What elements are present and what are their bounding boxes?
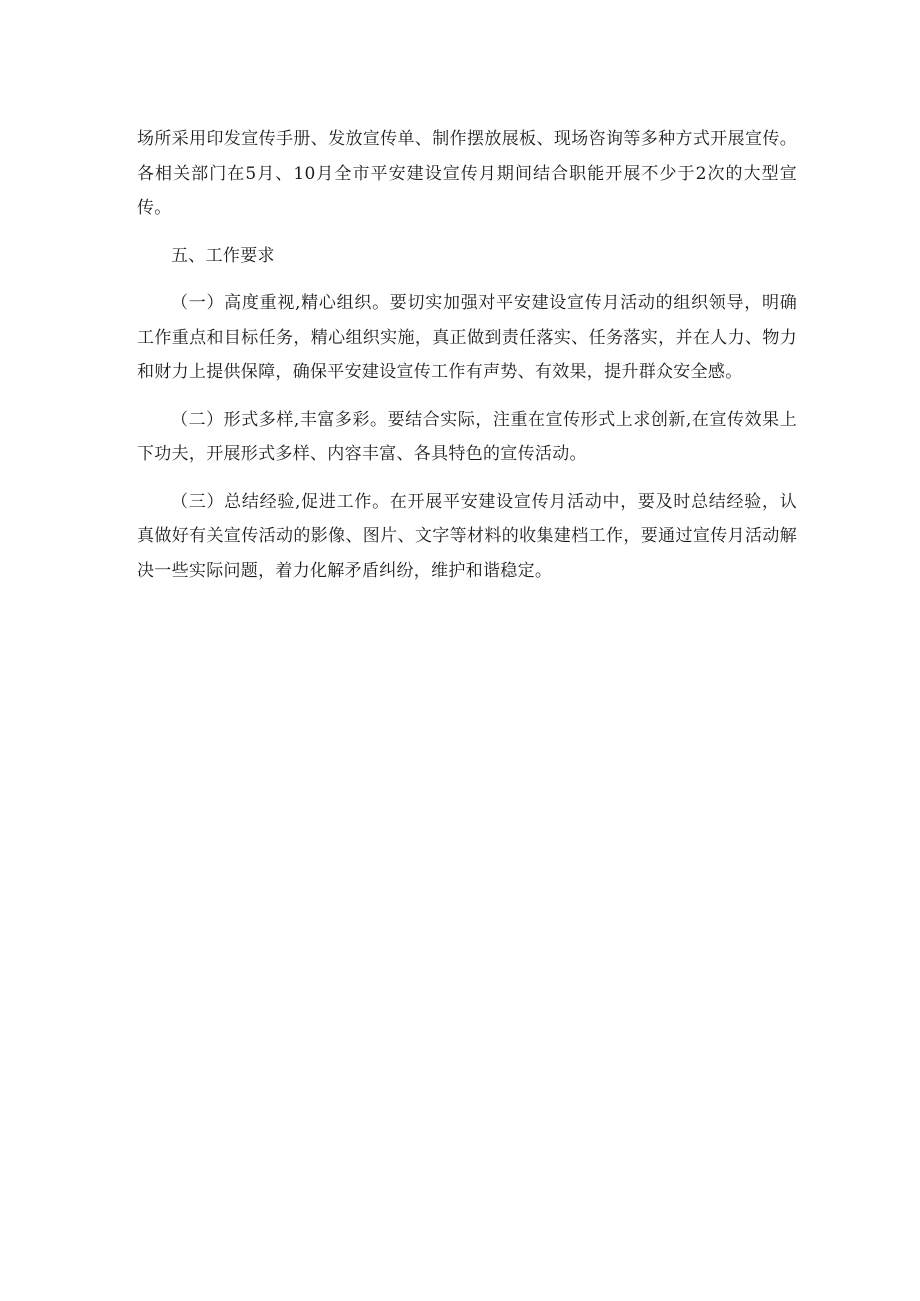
- document-body: [137, 122, 797, 601]
- section-heading-work-requirements: 五、工作要求: [171, 245, 275, 266]
- paragraph-requirement-2: （二）形式多样,丰富多彩。要结合实际，注重在宣传形式上求创新,在宣传效果上下功夫，开展形式多样、内容丰富、各具特色的宣传活动。: [137, 409, 797, 464]
- paragraph-requirement-1: （一）高度重视,精心组织。要切实加强对平安建设宣传月活动的组织领导，明确工作重点和目标任务，精心组织实施，真正做到责任落实、任务落实，并在人力、物力和财力上提供保障，确保平安建设宣传工作有声势、有效果，提升群众安全感。: [137, 293, 797, 382]
- paragraph-publicity-methods: 场所采用印发宣传手册、发放宣传单、制作摆放展板、现场咨询等多种方式开展宣传。各相关部门在5月、10月全市平安建设宣传月期间结合职能开展不少于2次的大型宣传。: [137, 129, 797, 218]
- paragraph-requirement-3: （三）总结经验,促进工作。在开展平安建设宣传月活动中，要及时总结经验，认真做好有关宣传活动的影像、图片、文字等材料的收集建档工作，要通过宣传月活动解决一些实际问题，着力化解矛盾纠纷，维护和谐稳定。: [137, 491, 797, 581]
